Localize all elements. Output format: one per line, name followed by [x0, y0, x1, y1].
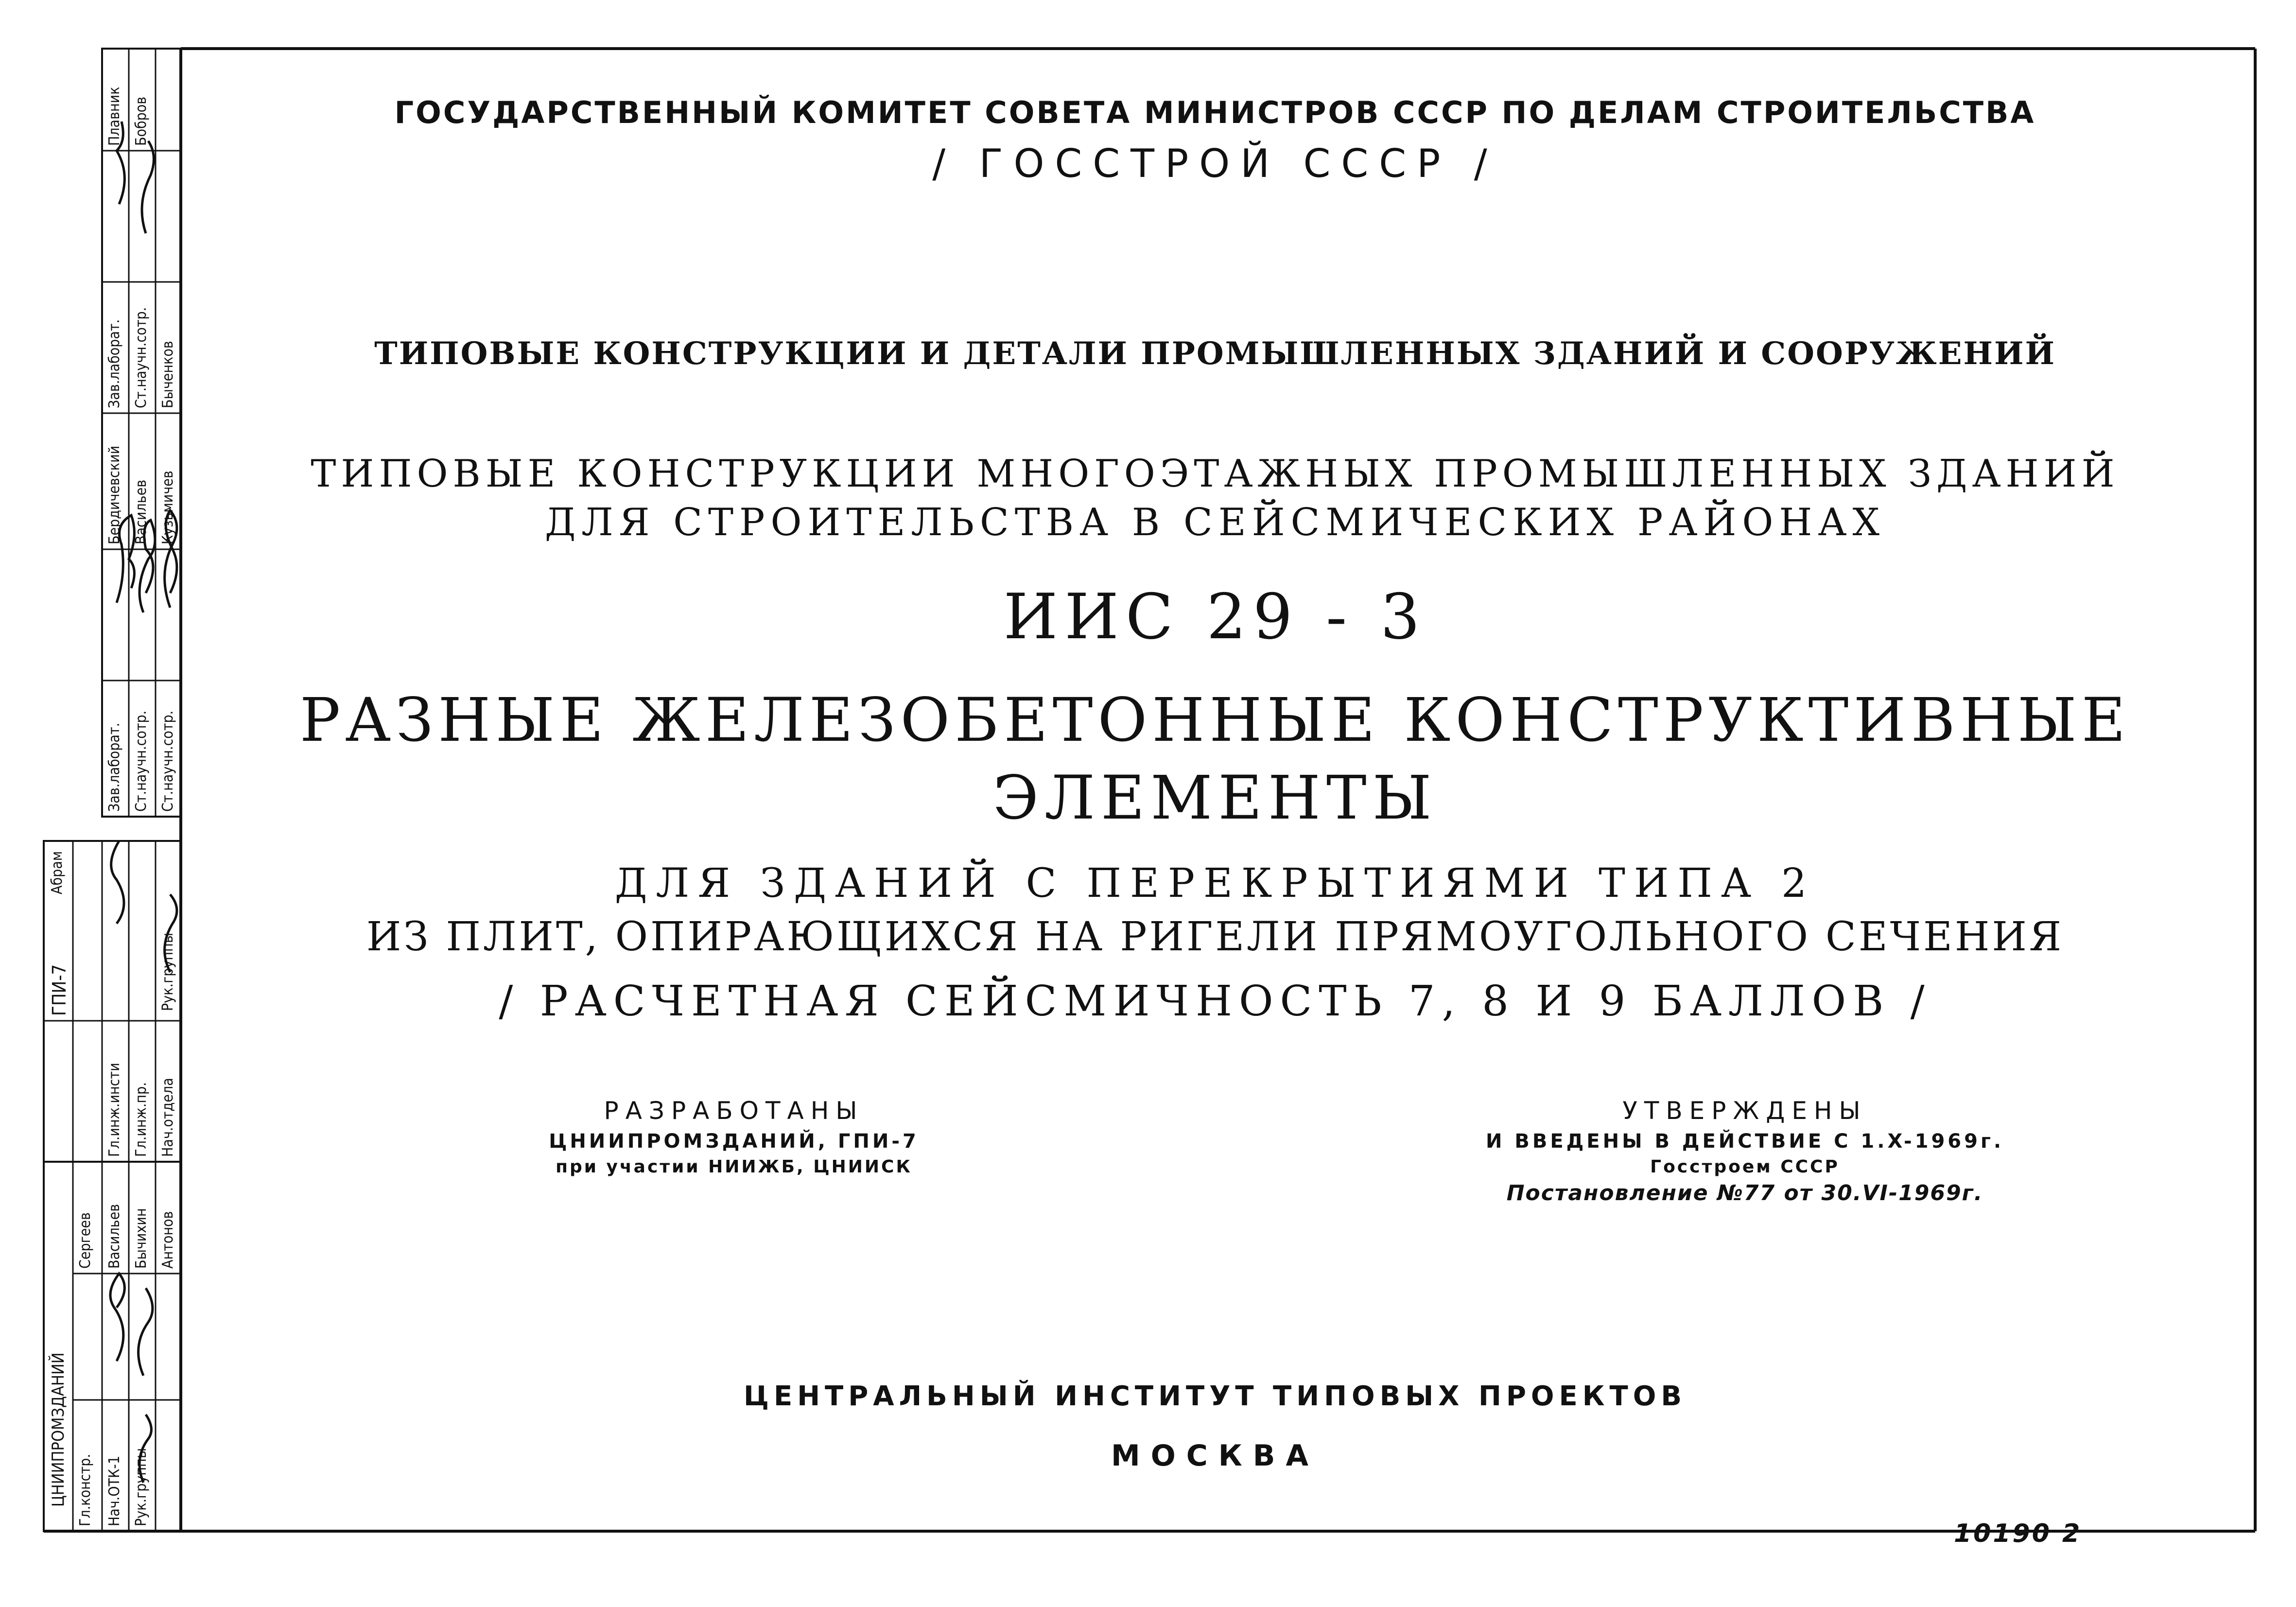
stamp-role: Ст.научн.сотр.	[159, 710, 176, 812]
signature-scribble	[110, 1274, 124, 1361]
developed-heading: РАЗРАБОТАНЫ	[604, 1097, 864, 1125]
signature-scribble	[111, 841, 124, 924]
gosstroy-heading: / ГОССТРОЙ СССР /	[932, 141, 1498, 186]
stamp-role: Ст.научн.сотр.	[133, 307, 150, 408]
document-title-line2: ЭЛЕМЕНТЫ	[992, 763, 1438, 833]
institute-name: ЦЕНТРАЛЬНЫЙ ИНСТИТУТ ТИПОВЫХ ПРОЕКТОВ	[743, 1380, 1687, 1412]
stamp-name: Васильев	[106, 1204, 123, 1269]
stamp-name: Васильев	[133, 479, 150, 544]
document-title-line1: РАЗНЫЕ ЖЕЛЕЗОБЕТОННЫЕ КОНСТРУКТИВНЫЕ	[299, 685, 2131, 755]
stamp-name: Плавник	[106, 87, 123, 146]
stamp-role: Зав.лаборат.	[106, 319, 123, 408]
stamp-top-grid	[102, 49, 181, 817]
signature-scribble	[142, 141, 154, 233]
stamp-name: Бобров	[133, 96, 150, 146]
committee-heading: ГОСУДАРСТВЕННЫЙ КОМИТЕТ СОВЕТА МИНИСТРОВ СССР ПО ДЕЛАМ СТРОИТЕЛЬСТВА	[394, 95, 2036, 130]
stamp-name: Антонов	[159, 1211, 176, 1269]
stamp-name: Кузьмичев	[159, 471, 176, 544]
stamp-name: Сергеев	[77, 1212, 94, 1269]
approved-heading: УТВЕРЖДЕНЫ	[1622, 1097, 1867, 1125]
series-subtitle-line2: ДЛЯ СТРОИТЕЛЬСТВА В СЕЙСМИЧЕСКИХ РАЙОНАХ	[544, 501, 1886, 544]
document-code: ИИС 29 - 3	[1003, 581, 1427, 653]
approved-resolution: Постановление №77 от 30.VI-1969г.	[1506, 1181, 1983, 1205]
stamp-role: Рук.группы	[133, 1448, 150, 1526]
series-title: ТИПОВЫЕ КОНСТРУКЦИИ И ДЕТАЛИ ПРОМЫШЛЕННЫХ ЗДАНИЙ И СООРУЖЕНИЙ	[374, 335, 2056, 372]
stamp-role: Рук.группы	[159, 932, 176, 1011]
stamp-role: Нач.ОТК-1	[106, 1455, 123, 1526]
stamp-name: Быченков	[159, 341, 176, 408]
document-subtitle-line1: ДЛЯ ЗДАНИЙ С ПЕРЕКРЫТИЯМИ ТИПА 2	[614, 860, 1816, 907]
approved-effective-date: И ВВЕДЕНЫ В ДЕЙСТВИЕ С 1.X-1969г.	[1485, 1130, 2004, 1153]
signature-scribble	[139, 1288, 153, 1376]
developed-participants: при участии НИИЖБ, ЦНИИСК	[556, 1157, 912, 1177]
stamp-name: Бычихин	[133, 1208, 150, 1269]
stamp-role: Гл.констр.	[77, 1453, 94, 1526]
sheet-number: 10190 2	[1954, 1519, 2082, 1548]
stamp-org: ЦНИИПРОМЗДАНИЙ	[49, 1352, 68, 1507]
city-name: МОСКВА	[1111, 1439, 1319, 1473]
document-subtitle-line3: / РАСЧЕТНАЯ СЕЙСМИЧНОСТЬ 7, 8 И 9 БАЛЛОВ /	[499, 977, 1931, 1026]
developed-by-block	[515, 1094, 953, 1179]
series-subtitle-line1: ТИПОВЫЕ КОНСТРУКЦИИ МНОГОЭТАЖНЫХ ПРОМЫШЛЕННЫХ ЗДАНИЙ	[311, 452, 2120, 496]
stamp-role: Нач.отдела	[159, 1078, 176, 1157]
document-subtitle-line2: ИЗ ПЛИТ, ОПИРАЮЩИХСЯ НА РИГЕЛИ ПРЯМОУГОЛЬНОГО СЕЧЕНИЯ	[366, 914, 2064, 960]
stamp-org: ГПИ-7	[49, 964, 70, 1016]
approved-authority: Госстроем СССР	[1650, 1157, 1840, 1177]
stamp-name: Бердичевский	[106, 445, 123, 544]
stamp-role: Гл.инж.пр.	[133, 1082, 150, 1157]
approved-block	[1429, 1094, 2061, 1207]
stamp-role: Ст.научн.сотр.	[133, 710, 150, 812]
stamp-role: Гл.инж.инсти	[106, 1063, 123, 1157]
stamp-role: Зав.лаборат.	[106, 722, 123, 812]
developed-org: ЦНИИПРОМЗДАНИЙ, ГПИ-7	[549, 1130, 919, 1153]
stamp-name: Абрам	[49, 851, 66, 894]
